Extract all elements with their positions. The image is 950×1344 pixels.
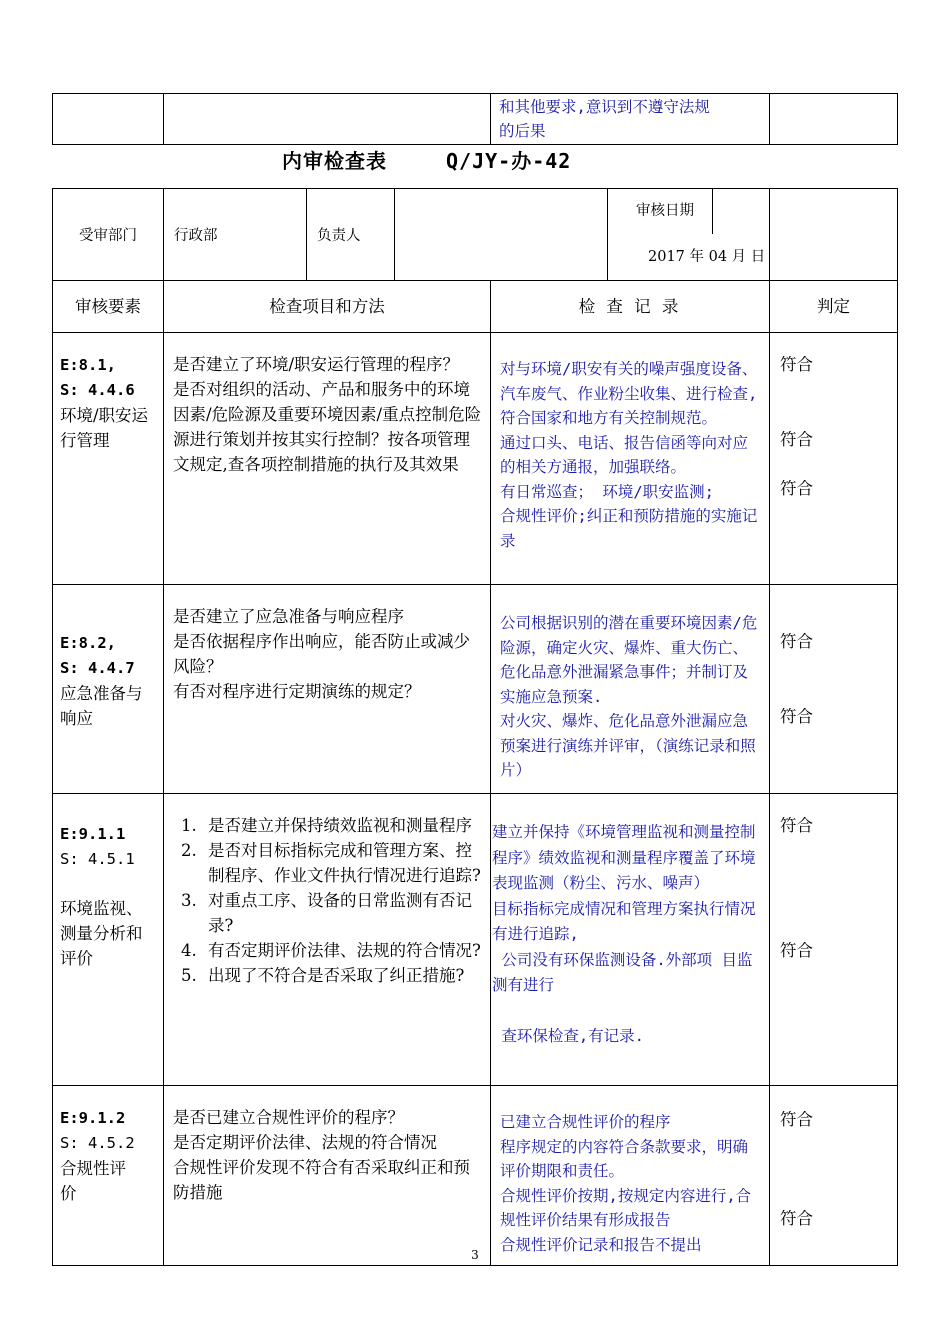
judgement-text: 符合 xyxy=(780,941,813,960)
judgement-text: 符合 xyxy=(780,1209,813,1228)
fragment-cell-items xyxy=(164,94,491,145)
col-header-items: 检查项目和方法 xyxy=(164,281,491,333)
element-cell xyxy=(53,585,164,794)
items-cell: 是否建立了应急准备与响应程序 是否依据程序作出响应，能否防止或减少风险？ 有否对程序进行定期演练的规定？ xyxy=(164,585,491,794)
judgement-text: 符合 xyxy=(780,355,813,374)
list-item: 3. 对重点工序、设备的日常监测有否记录? xyxy=(202,888,482,938)
items-cell xyxy=(164,794,491,1086)
element-name: 环境监视、测量分析和评价 xyxy=(60,899,143,968)
date-label xyxy=(608,189,770,281)
col-header-record: 检 查 记 录 xyxy=(491,281,770,333)
judgement-text: 符合 xyxy=(780,1110,813,1129)
record-cell: 建立并保持《环境管理监视和测量控制程序》绩效监视和测量程序覆盖了环境表现监测（粉尘、污水、噪声） 目标指标完成情况和管理方案执行情况有进行追踪, 公司没有环保监测设备.外部项 目监测有进行 查环保检查,有记录. xyxy=(491,794,770,1086)
judgement-cell xyxy=(770,333,898,585)
judgement-text: 符合 xyxy=(780,479,813,498)
record-cell: 对与环境/职安有关的噪声强度设备、汽车废气、作业粉尘收集、进行检查,符合国家和地方有关控制规范。 通过口头、电话、报告信函等向对应的相关方通报，加强联络。 有日常巡查； 环境/职安监测; 合规性评价;纠正和预防措施的实施记录 xyxy=(491,333,770,585)
record-cell: 公司根据识别的潜在重要环境因素/危险源，确定火灾、爆炸、重大伤亡、危化品意外泄漏紧急事件；并制订及实施应急预案. 对火灾、爆炸、危化品意外泄漏应急预案进行演练并评审，（演练记录和照片） xyxy=(491,585,770,794)
date-value: 2017 年 04 月 日 xyxy=(648,249,766,265)
col-header-element: 审核要素 xyxy=(53,281,164,333)
dept-value: 行政部 xyxy=(164,189,307,281)
element-name: 环境/职安运行管理 xyxy=(60,406,149,450)
dept-label: 受审部门 xyxy=(53,189,164,281)
judgement-text: 符合 xyxy=(780,707,813,726)
clause-e: E:9.1.2 xyxy=(60,1109,126,1127)
fragment-cell-element xyxy=(53,94,164,145)
title-main: 内审检查表 xyxy=(282,149,387,173)
table-row xyxy=(53,1086,898,1266)
date-label-text: 审核日期 xyxy=(636,188,713,234)
element-cell xyxy=(53,333,164,585)
fragment-record-line: 和其他要求,意识到不遵守法规 xyxy=(499,98,710,116)
element-name: 应急准备与响应 xyxy=(60,684,143,728)
element-cell xyxy=(53,794,164,1086)
clause-e: E:9.1.1 xyxy=(60,825,126,843)
clause-e: E:8.2, xyxy=(60,634,116,652)
judgement-cell xyxy=(770,585,898,794)
clause-s: S: 4.5.2 xyxy=(60,1134,135,1152)
previous-table-fragment xyxy=(52,93,898,145)
record-cell: 已建立合规性评价的程序 程序规定的内容符合条款要求，明确评价期限和责任。 合规性评价按期,按规定内容进行,合规性评价结果有形成报告 合规性评价记录和报告不提出 xyxy=(491,1086,770,1266)
judgement-text: 符合 xyxy=(780,632,813,651)
table-row xyxy=(53,794,898,1086)
items-list xyxy=(168,813,482,988)
table-row xyxy=(53,585,898,794)
clause-s: S: 4.4.6 xyxy=(60,381,135,399)
list-item: 5. 出现了不符合是否采取了纠正措施? xyxy=(202,963,482,988)
page-number: 3 xyxy=(471,1248,479,1262)
items-cell: 是否建立了环境/职安运行管理的程序？ 是否对组织的活动、产品和服务中的环境因素/危险源及重要环境因素/重点控制危险源进行策划并按其实行控制？按各项管理文规定,查各项控制措施的执行及其效果 xyxy=(164,333,491,585)
clause-s: S: 4.4.7 xyxy=(60,659,135,677)
judgement-text: 符合 xyxy=(780,816,813,835)
owner-value xyxy=(395,189,608,281)
audit-checklist-table xyxy=(52,188,898,1266)
col-header-judgement: 判定 xyxy=(770,281,898,333)
clause-s: S: 4.5.1 xyxy=(60,850,135,868)
fragment-cell-record xyxy=(491,94,770,145)
judgement-cell xyxy=(770,794,898,1086)
element-cell xyxy=(53,1086,164,1266)
list-item: 2. 是否对目标指标完成和管理方案、控制程序、作业文件执行情况进行追踪? xyxy=(202,838,482,888)
owner-label: 负责人 xyxy=(307,189,395,281)
table-row xyxy=(53,333,898,585)
element-name: 合规性评价 xyxy=(60,1159,126,1203)
list-item: 1. 是否建立并保持绩效监视和测量程序 xyxy=(202,813,482,838)
clause-e: E:8.1, xyxy=(60,356,116,374)
judgement-cell xyxy=(770,1086,898,1266)
list-item: 4. 有否定期评价法律、法规的符合情况? xyxy=(202,938,482,963)
title-code: Q/JY-办-42 xyxy=(446,149,572,173)
judgement-text: 符合 xyxy=(780,430,813,449)
date-extra xyxy=(770,189,898,281)
fragment-cell-judgement xyxy=(770,94,898,145)
fragment-record-line: 的后果 xyxy=(499,122,546,140)
items-cell: 是否已建立合规性评价的程序？ 是否定期评价法律、法规的符合情况 合规性评价发现不符合有否采取纠正和预防措施 xyxy=(164,1086,491,1266)
